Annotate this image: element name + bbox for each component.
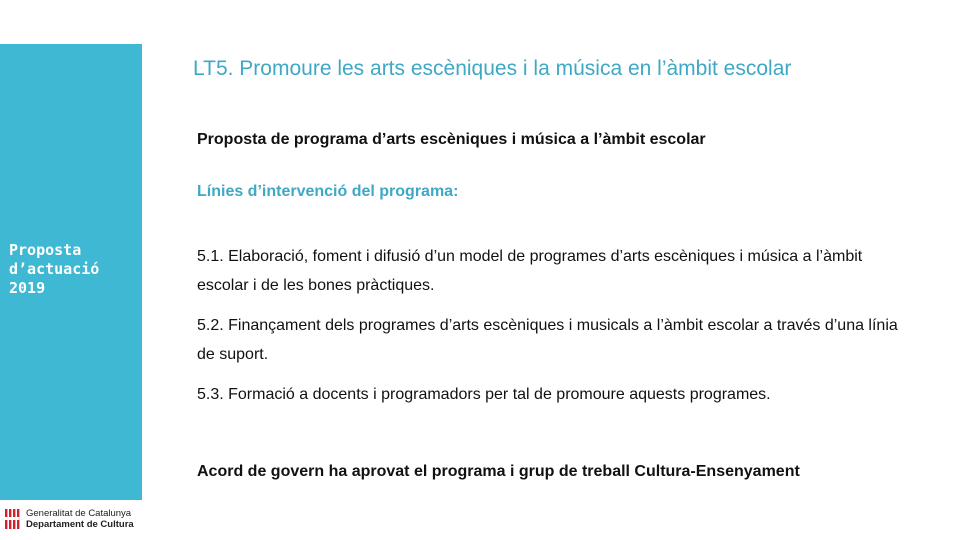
sidebar-label [9, 241, 99, 298]
sidebar-label-line-1: Proposta [9, 241, 82, 259]
logo-line-1: Generalitat de Catalunya [26, 508, 132, 519]
logo-line-2: Departament de Cultura [26, 519, 134, 530]
generalitat-logo [0, 500, 142, 540]
slide-title: LT5. Promoure les arts escèniques i la música en l’àmbit escolar [193, 57, 792, 80]
sidebar-label-line-2: d’actuació [9, 260, 100, 278]
generalitat-emblem-icon [4, 508, 22, 530]
government-agreement-note: Acord de govern ha aprovat el programa i grup de treball Cultura-Ensenyament [197, 463, 800, 480]
sidebar-label-line-3: 2019 [9, 279, 46, 297]
sidebar-panel [0, 44, 142, 540]
intervention-lines-heading: Línies d’intervenció del programa: [197, 183, 459, 200]
intervention-item-5-3: 5.3. Formació a docents i programadors per tal de promoure aquests programes. [197, 386, 771, 403]
intervention-item-5-2: 5.2. Finançament dels programes d’arts escèniques i musicals a l’àmbit escolar a través d’una línia de suport. [197, 317, 898, 363]
slide-subtitle: Proposta de programa d’arts escèniques i música a l’àmbit escolar [197, 131, 706, 148]
intervention-item-5-1: 5.1. Elaboració, foment i difusió d’un model de programes d’arts escèniques i música a l’àmbit escolar i de les bones pràctiques. [197, 248, 863, 294]
logo-text [26, 508, 134, 530]
